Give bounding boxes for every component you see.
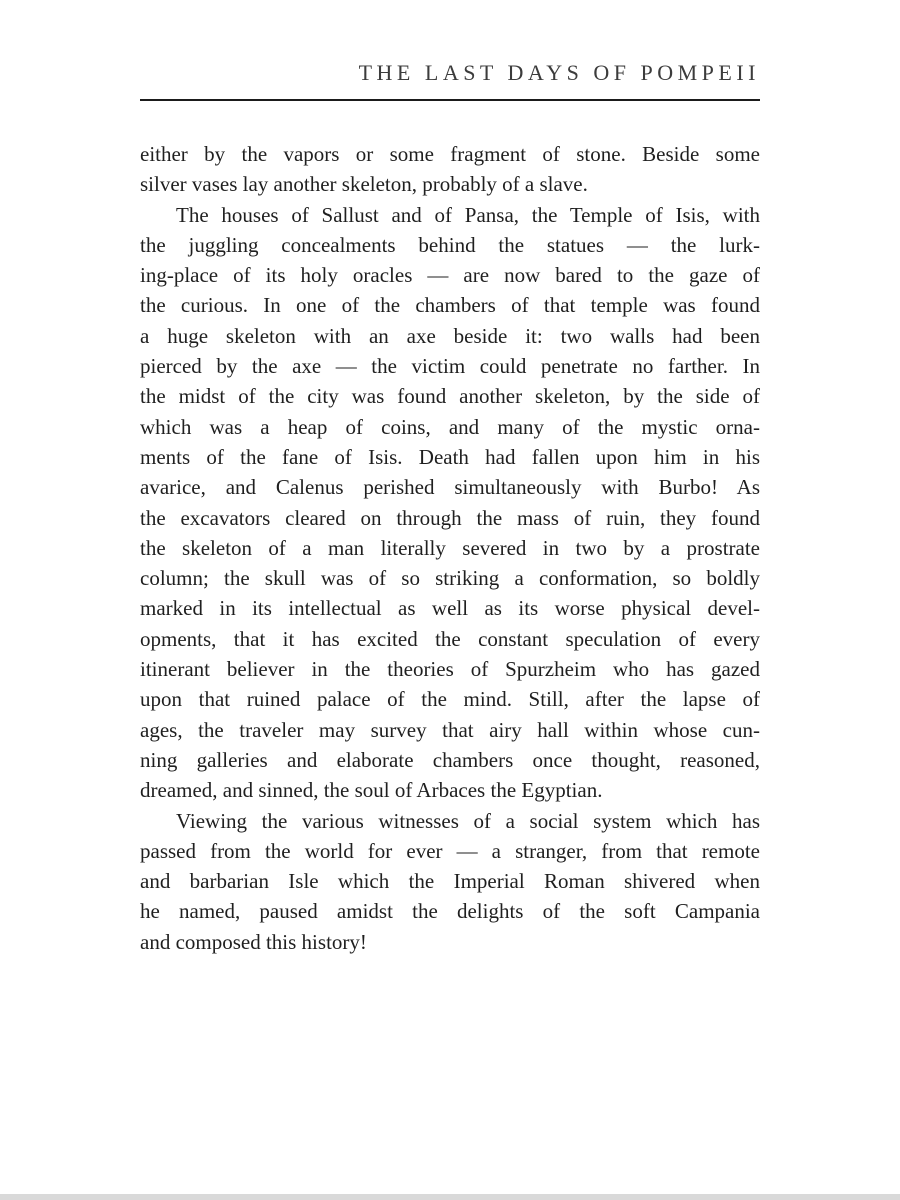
header-rule (140, 99, 760, 101)
text-line: the excavators cleared on through the mass of ruin, they found (140, 505, 760, 530)
text-line: the curious. In one of the chambers of that temple was found (140, 293, 760, 318)
text-line: ning galleries and elaborate chambers once thought, reasoned, (140, 747, 760, 772)
text-line: column; the skull was of so striking a conformation, so boldly (140, 566, 760, 591)
text-line: and barbarian Isle which the Imperial Roman shivered when (140, 869, 760, 894)
text-line: which was a heap of coins, and many of the mystic orna- (140, 414, 760, 439)
text-line: The houses of Sallust and of Pansa, the Temple of Isis, with (176, 202, 760, 227)
text-line: a huge skeleton with an axe beside it: two walls had been (140, 323, 760, 348)
text-line: dreamed, and sinned, the soul of Arbaces the Egyptian. (140, 778, 603, 803)
text-line: upon that ruined palace of the mind. Still, after the lapse of (140, 687, 760, 712)
text-line: ages, the traveler may survey that airy hall within whose cun- (140, 717, 760, 742)
text-line: marked in its intellectual as well as its worse physical devel- (140, 596, 760, 621)
text-line: opments, that it has excited the constant speculation of every (140, 626, 760, 651)
text-line: he named, paused amidst the delights of the soft Campania (140, 899, 760, 924)
text-line: the midst of the city was found another skeleton, by the side of (140, 384, 760, 409)
text-line: ments of the fane of Isis. Death had fallen upon him in his (140, 444, 760, 469)
text-line: either by the vapors or some fragment of stone. Beside some (140, 142, 760, 166)
text-line: the skeleton of a man literally severed in two by a prostrate (140, 535, 760, 560)
text-line: Viewing the various witnesses of a social system which has (176, 808, 760, 833)
page-bottom-edge (0, 1194, 900, 1200)
text-line: avarice, and Calenus perished simultaneously with Burbo! As (140, 475, 760, 500)
text-line: silver vases lay another skeleton, probably of a slave. (140, 172, 588, 197)
text-column (140, 139, 760, 957)
running-head (140, 60, 760, 86)
text-line: pierced by the axe — the victim could penetrate no farther. In (140, 354, 760, 379)
text-line: the juggling concealments behind the statues — the lurk- (140, 232, 760, 257)
text-line: and composed this history! (140, 929, 367, 954)
text-line: itinerant believer in the theories of Spurzheim who has gazed (140, 657, 760, 682)
book-title: THE LAST DAYS OF POMPEII (358, 60, 760, 85)
text-line: ing-place of its holy oracles — are now bared to the gaze of (140, 263, 760, 288)
text-line: passed from the world for ever — a stranger, from that remote (140, 838, 760, 863)
